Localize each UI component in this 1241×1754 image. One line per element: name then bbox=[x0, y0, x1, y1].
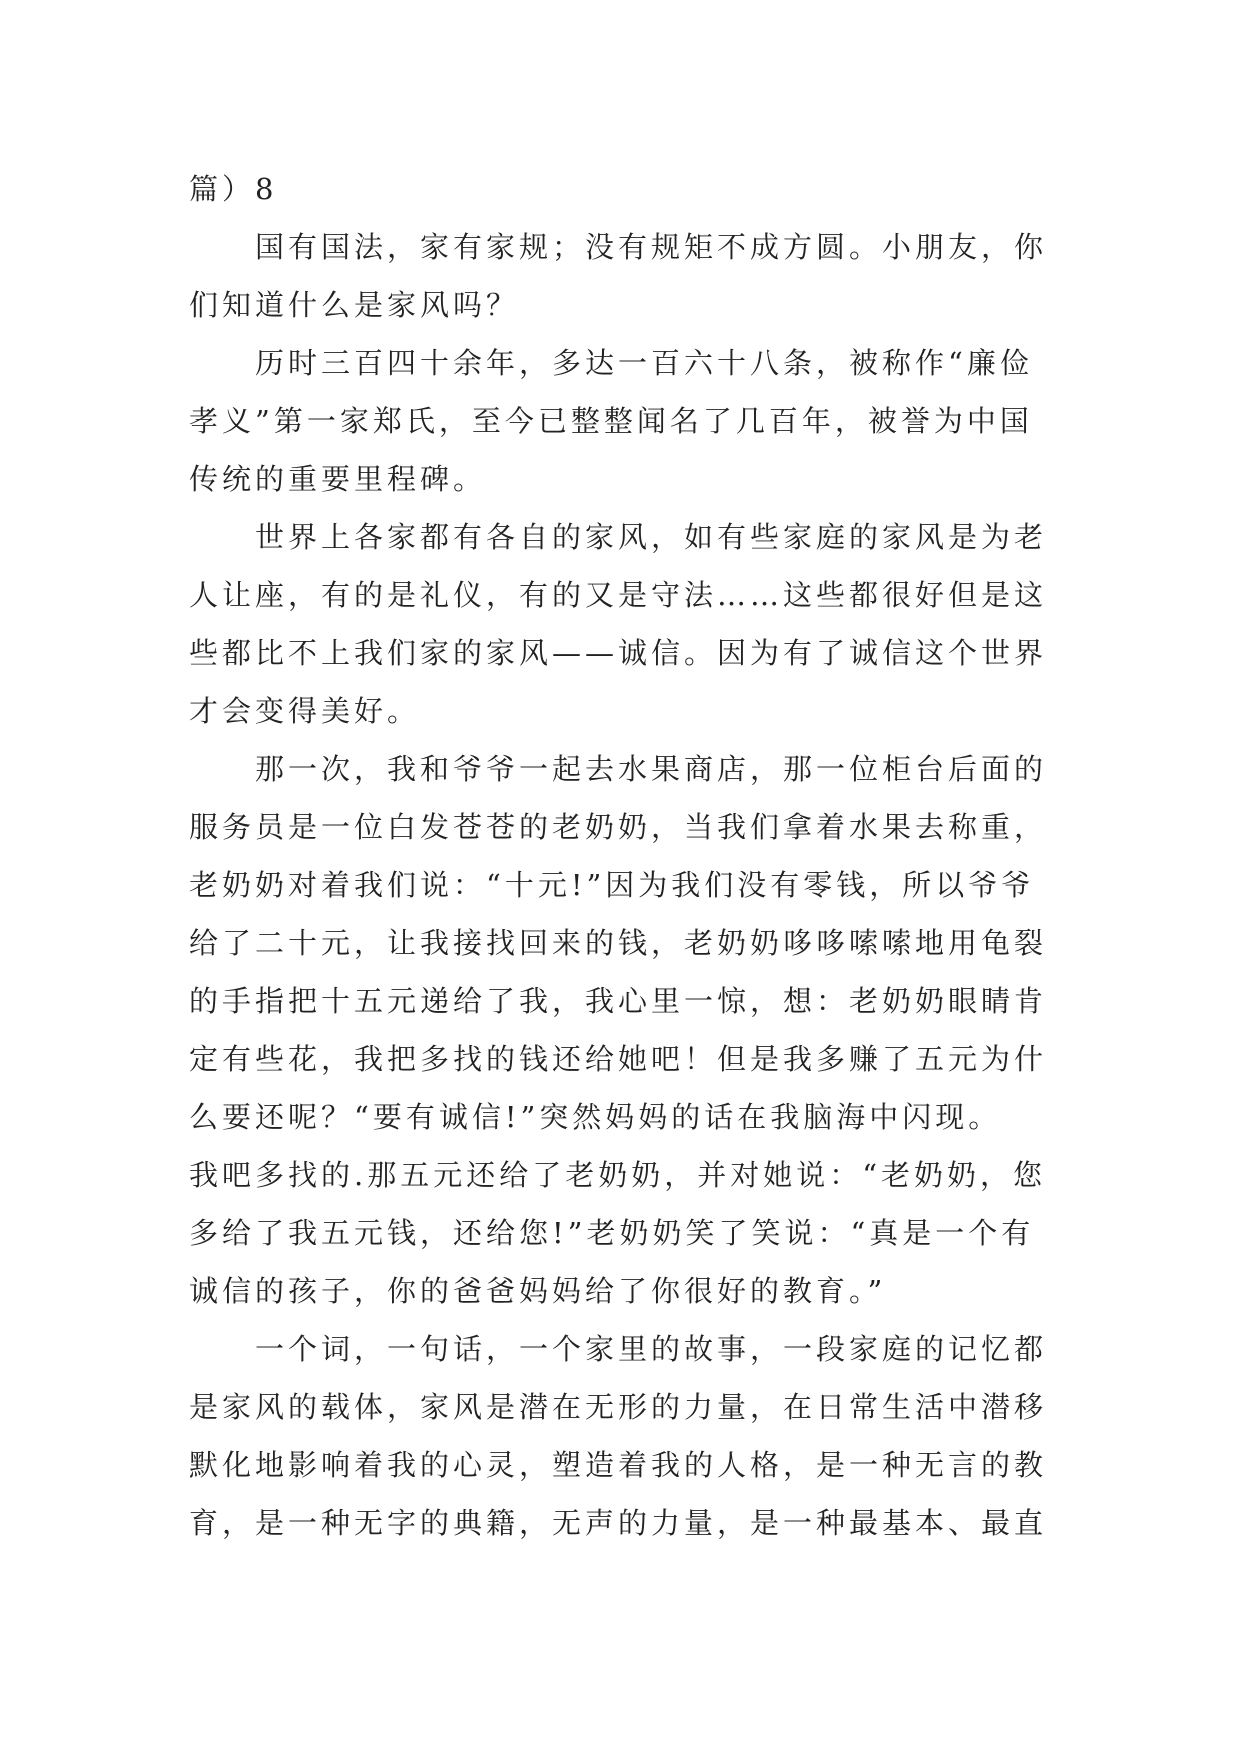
text-line: 定有些花，我把多找的钱还给她吧！但是我多赚了五元为什 bbox=[189, 1042, 1048, 1076]
paragraph-2 bbox=[189, 334, 1051, 508]
text-line: 的手指把十五元递给了我，我心里一惊，想：老奶奶眼睛肯 bbox=[189, 984, 1048, 1018]
paragraph-5 bbox=[189, 1320, 1051, 1552]
text-line: 历时三百四十余年，多达一百六十八条，被称作“廉俭 bbox=[255, 346, 1033, 380]
text-line: 默化地影响着我的心灵，塑造着我的人格，是一种无言的教 bbox=[189, 1448, 1048, 1482]
text-line: 给了二十元，让我接找回来的钱，老奶奶哆哆嗦嗦地用龟裂 bbox=[189, 926, 1048, 960]
text-line: 才会变得美好。 bbox=[189, 694, 421, 728]
text-line: 人让座，有的是礼仪，有的又是守法……这些都很好但是这 bbox=[189, 578, 1048, 612]
text-line: 诚信的孩子，你的爸爸妈妈给了你很好的教育。” bbox=[189, 1274, 887, 1308]
paragraph-1 bbox=[189, 218, 1051, 334]
text-line: 我吧多找的.那五元还给了老奶奶，并对她说：“老奶奶，您 bbox=[189, 1158, 1047, 1192]
text-line: 多给了我五元钱，还给您!”老奶奶笑了笑说：“真是一个有 bbox=[189, 1216, 1035, 1250]
document-body bbox=[189, 160, 1051, 1552]
text-line: 育，是一种无字的典籍，无声的力量，是一种最基本、最直 bbox=[189, 1506, 1048, 1540]
text-line: 孝义”第一家郑氏，至今已整整闻名了几百年，被誉为中国 bbox=[189, 404, 1033, 438]
text-line: 是家风的载体，家风是潜在无形的力量，在日常生活中潜移 bbox=[189, 1390, 1048, 1424]
text-line: 服务员是一位白发苍苍的老奶奶，当我们拿着水果去称重， bbox=[189, 810, 1048, 844]
paragraph-4 bbox=[189, 740, 1051, 1320]
text-line: 传统的重要里程碑。 bbox=[189, 462, 487, 496]
text-line: 么要还呢？“要有诚信!”突然妈妈的话在我脑海中闪现。 bbox=[189, 1100, 1002, 1134]
text-line: 世界上各家都有各自的家风，如有些家庭的家风是为老 bbox=[255, 520, 1048, 554]
heading-fragment: 篇）8 bbox=[189, 172, 278, 206]
text-line: 一个词，一句话，一个家里的故事，一段家庭的记忆都 bbox=[255, 1332, 1048, 1366]
text-line: 那一次，我和爷爷一起去水果商店，那一位柜台后面的 bbox=[255, 752, 1048, 786]
text-line: 老奶奶对着我们说：“十元!”因为我们没有零钱，所以爷爷 bbox=[189, 868, 1035, 902]
text-line: 们知道什么是家风吗？ bbox=[189, 288, 520, 322]
text-line: 些都比不上我们家的家风——诚信。因为有了诚信这个世界 bbox=[189, 636, 1048, 670]
text-line: 国有国法，家有家规；没有规矩不成方圆。小朋友，你 bbox=[255, 230, 1048, 264]
paragraph-3 bbox=[189, 508, 1051, 740]
